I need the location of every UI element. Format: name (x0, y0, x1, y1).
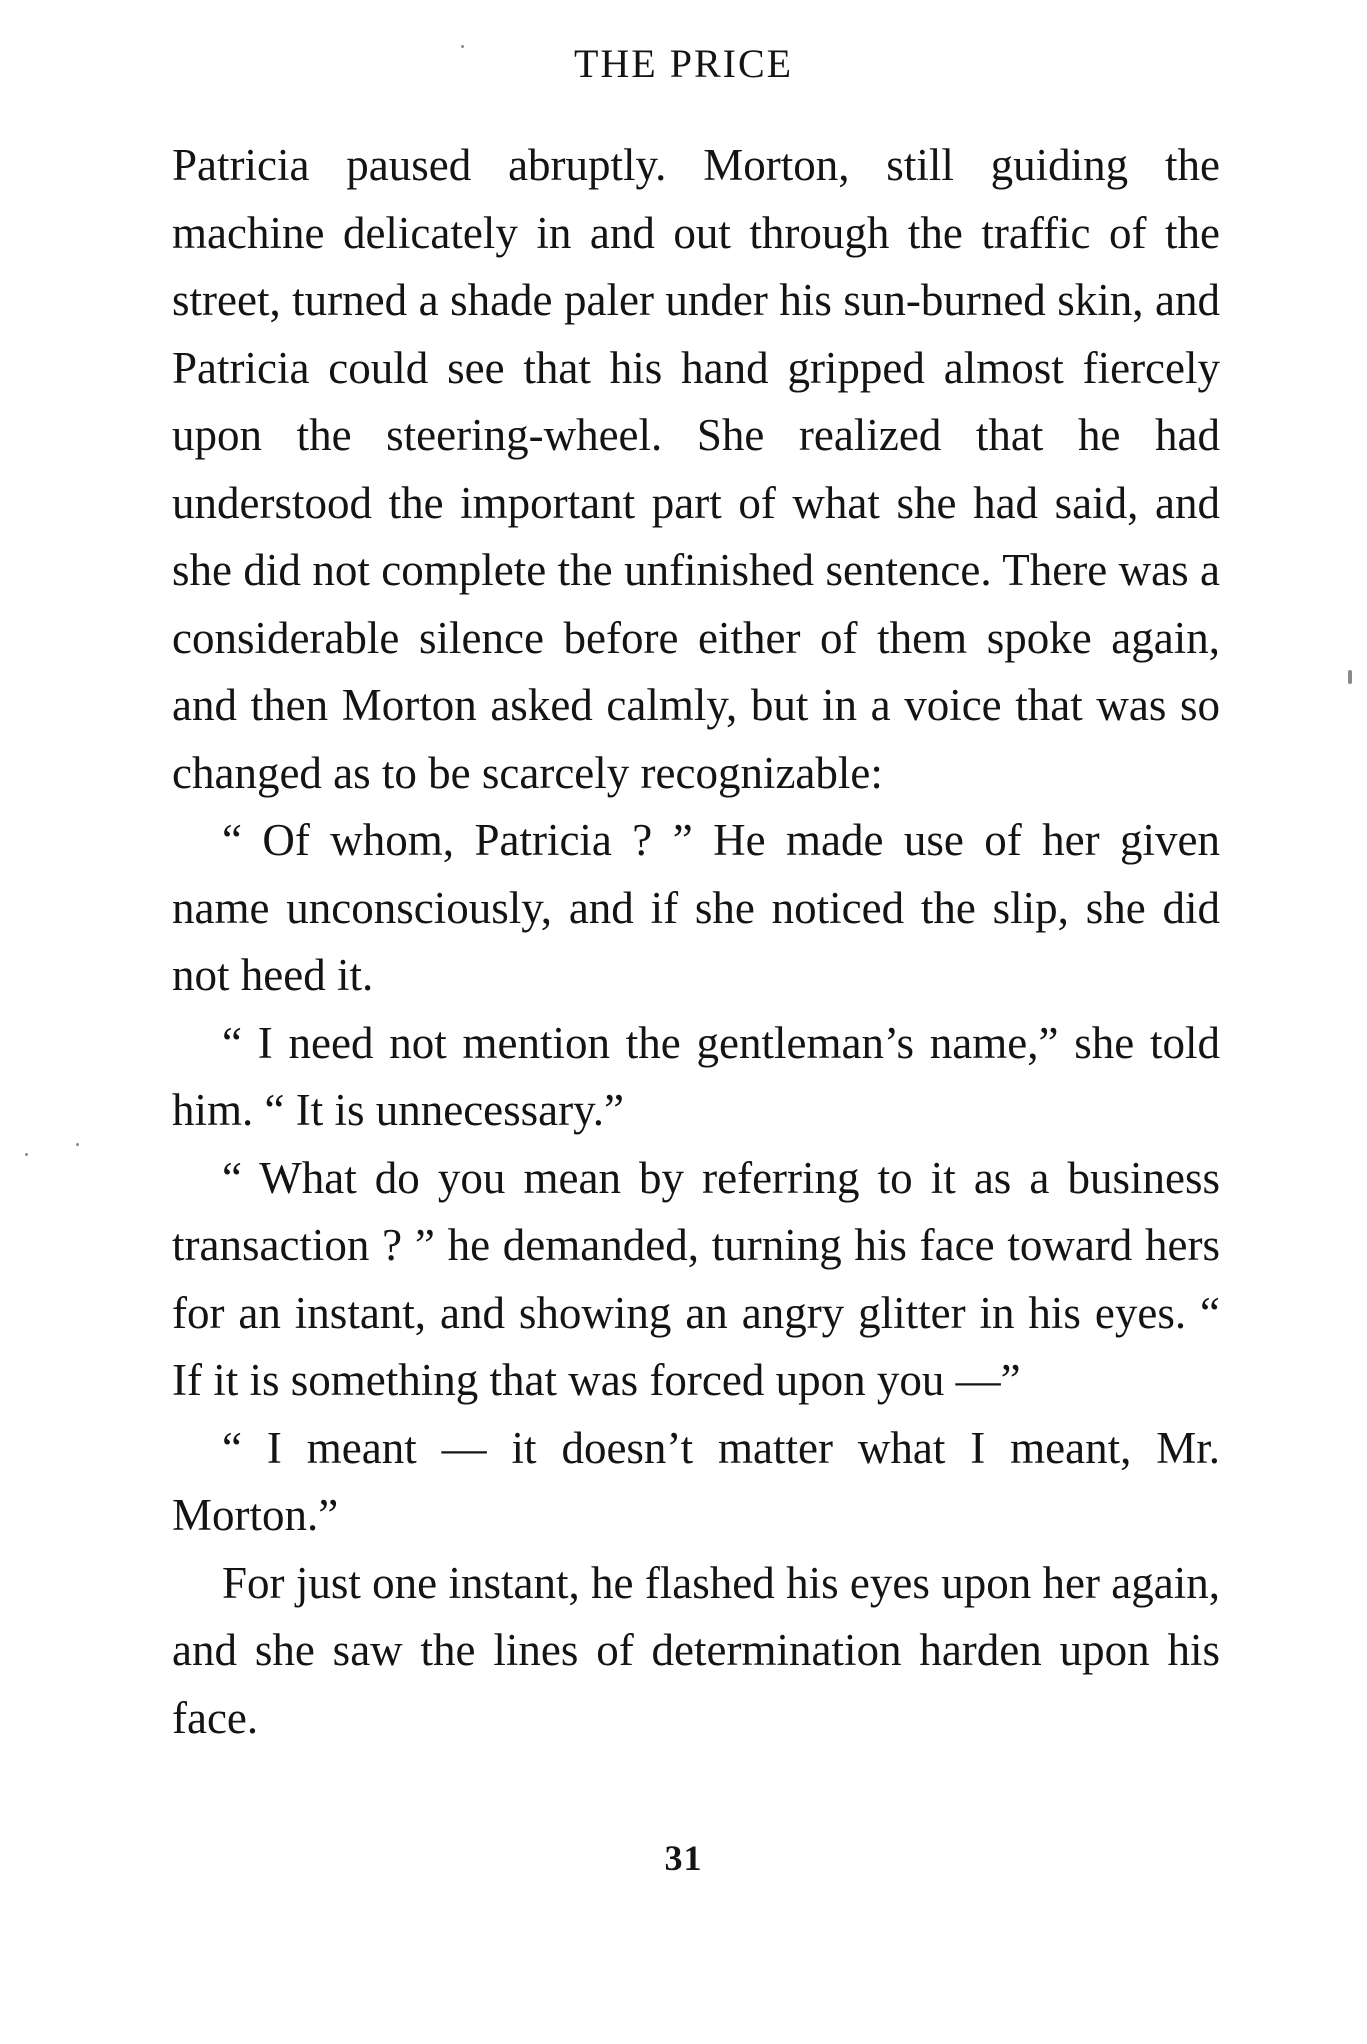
paragraph: “ Of whom, Patricia ? ” He made use of her given name unconsciously, and if she noticed the slip, she did not heed it. (172, 815, 1220, 1000)
page-number: 31 (664, 1838, 703, 1878)
scan-speck (1348, 670, 1352, 684)
scan-speck (76, 1143, 79, 1146)
paragraph: “ I meant — it doesn’t matter what I meant, Mr. Morton.” (172, 1422, 1220, 1540)
scan-speck (25, 1153, 28, 1156)
body-text (172, 132, 1220, 1752)
scan-speck (461, 45, 464, 48)
paragraph: “ I need not mention the gentleman’s name,” she told him. “ It is unnecessary.” (172, 1017, 1220, 1135)
paragraph: Patricia paused abruptly. Morton, still guiding the machine delicately in and out through the traffic of the street, turned a shade paler under his sun-burned skin, and Patricia could see that his hand gripped almost fiercely upon the steering-wheel. She realized that he had understood the important part of what she had said, and she did not complete the unfinished sentence. There was a considerable silence before either of them spoke again, and then Morton asked calmly, but in a voice that was so changed as to be scarcely recognizable: (172, 140, 1220, 798)
paragraph: For just one instant, he flashed his eyes upon her again, and she saw the lines of determination harden upon his face. (172, 1557, 1220, 1743)
running-header: THE PRICE (573, 41, 794, 86)
paragraph: “ What do you mean by referring to it as a business transaction ? ” he demanded, turning his face toward hers for an instant, and showing an angry glitter in his eyes. “ If it is something that was forced upon you —” (172, 1152, 1220, 1405)
